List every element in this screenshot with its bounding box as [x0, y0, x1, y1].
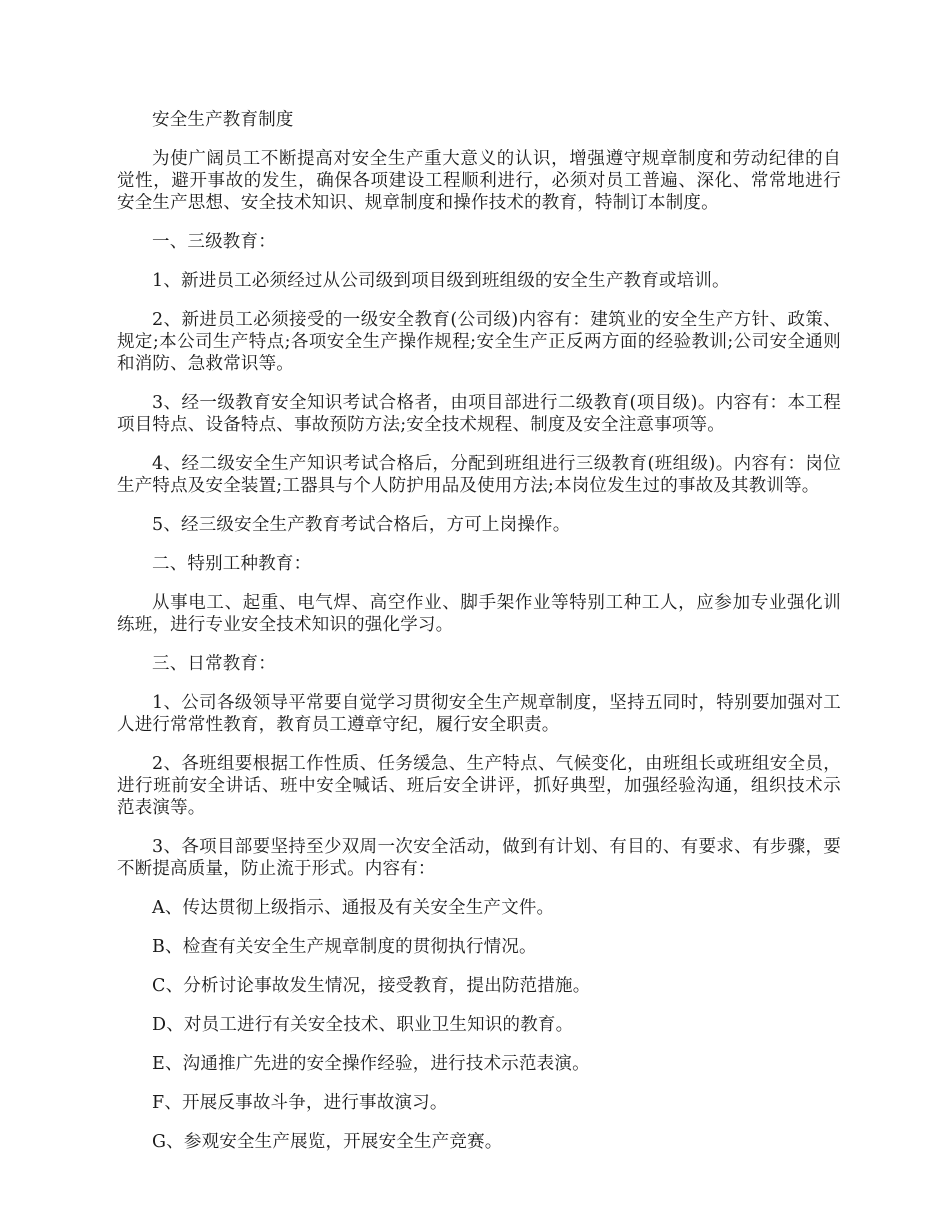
paragraph-item-4: 4、经二级安全生产知识考试合格后，分配到班组进行三级教育(班组级)。内容有：岗位生产特点及安全装置;工器具与个人防护用品及使用方法;本岗位发生过的事故及其教训等。 [117, 454, 841, 496]
list-item-g: G、参观安全生产展览，开展安全生产竞赛。 [152, 1132, 503, 1152]
paragraph-item-3: 3、经一级教育安全知识考试合格者，由项目部进行二级教育(项目级)。内容有：本工程项目特点、设备特点、事故预防方法;安全技术规程、制度及安全注意事项等。 [117, 393, 841, 435]
list-item-a: A、传达贯彻上级指示、通报及有关安全生产文件。 [152, 898, 555, 918]
list-item-e: E、沟通推广先进的安全操作经验，进行技术示范表演。 [152, 1054, 590, 1074]
list-item-d: D、对员工进行有关安全技术、职业卫生知识的教育。 [152, 1015, 574, 1035]
heading-daily-education: 三、日常教育： [152, 654, 276, 674]
paragraph-item-2: 2、新进员工必须接受的一级安全教育(公司级)内容有：建筑业的安全生产方针、政策、规定;本公司生产特点;各项安全生产操作规程;安全生产正反两方面的经验教训;公司安全通则和消防、急救常识等。 [117, 310, 841, 374]
paragraph-item-1: 1、新进员工必须经过从公司级到项目级到班组级的安全生产教育或培训。 [152, 271, 730, 291]
paragraph-daily-3: 3、各项目部要坚持至少双周一次安全活动，做到有计划、有目的、有要求、有步骤，要不断提高质量，防止流于形式。内容有： [117, 837, 841, 879]
document-body [117, 109, 841, 1170]
list-item-b: B、检查有关安全生产规章制度的贯彻执行情况。 [152, 937, 537, 957]
list-item-f: F、开展反事故斗争，进行事故演习。 [152, 1093, 448, 1113]
heading-three-level-education: 一、三级教育： [152, 232, 276, 252]
paragraph-item-5: 5、经三级安全生产教育考试合格后，方可上岗操作。 [152, 515, 571, 535]
paragraph-daily-2: 2、各班组要根据工作性质、任务缓急、生产特点、气候变化，由班组长或班组安全员，进行班前安全讲话、班中安全喊话、班后安全讲评，抓好典型，加强经验沟通，组织技术示范表演等。 [117, 754, 841, 818]
paragraph-intro: 为使广阔员工不断提高对安全生产重大意义的认识，增强遵守规章制度和劳动纪律的自觉性，避开事故的发生，确保各项建设工程顺利进行，必须对员工普遍、深化、常常地进行安全生产思想、安全技术知识、规章制度和操作技术的教育，特制订本制度。 [117, 149, 841, 213]
heading-special-trade-education: 二、特别工种教育： [152, 554, 312, 574]
paragraph-daily-1: 1、公司各级领导平常要自觉学习贯彻安全生产规章制度，坚持五同时，特别要加强对工人进行常常性教育，教育员工遵章守纪，履行安全职责。 [117, 693, 841, 735]
list-item-c: C、分析讨论事故发生情况，接受教育，提出防范措施。 [152, 976, 591, 996]
document-title: 安全生产教育制度 [152, 110, 294, 130]
paragraph-special-trade: 从事电工、起重、电气焊、高空作业、脚手架作业等特别工种工人，应参加专业强化训练班，进行专业安全技术知识的强化学习。 [117, 593, 841, 635]
